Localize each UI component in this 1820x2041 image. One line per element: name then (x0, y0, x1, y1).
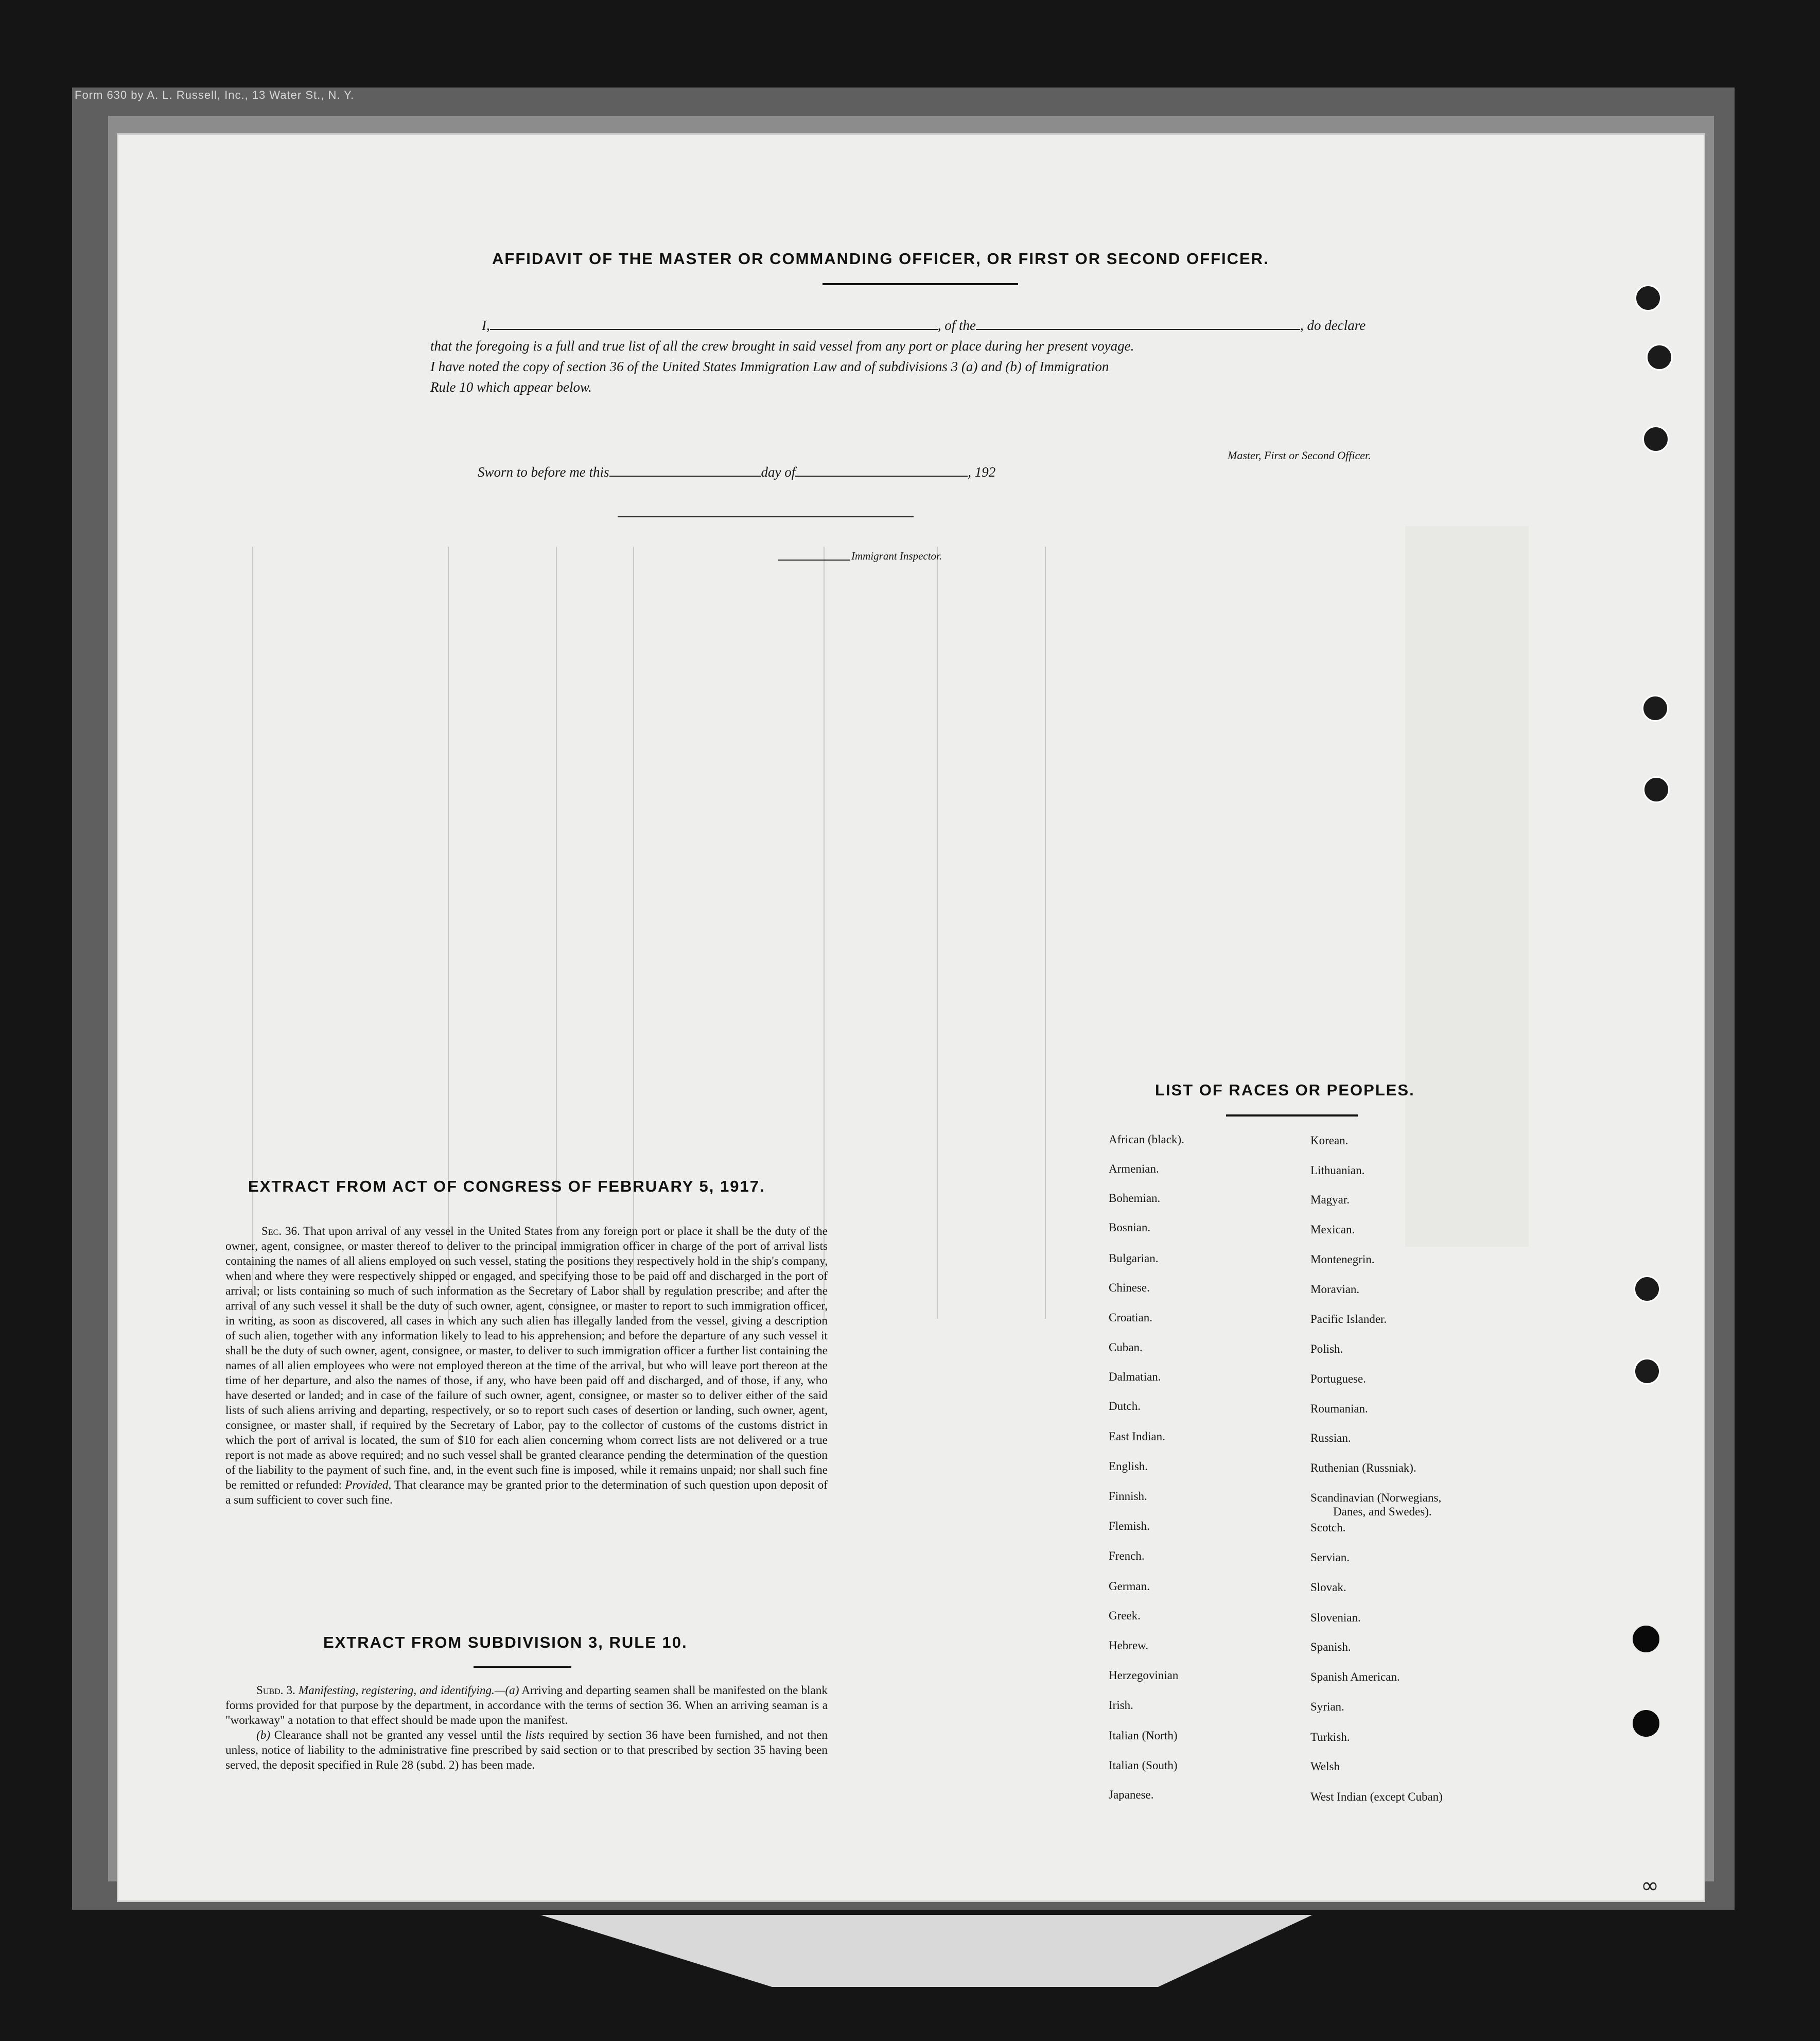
race-item: Slovenian. (1310, 1611, 1361, 1624)
inspector-short-line (778, 560, 850, 561)
extract-act-title: EXTRACT FROM ACT OF CONGRESS OF FEBRUARY 5, 1917. (248, 1177, 765, 1195)
subd-para-a: Arriving and departing seamen shall be manifested on the blank forms provided for that purpose by the department, in accordance with the terms of section 36. When an arriving seaman is a "workaway" a notation to that effect should be made upon the manifest. (225, 1684, 828, 1727)
bleed-column-line (1045, 547, 1046, 1319)
race-item: Pacific Islander. (1310, 1313, 1387, 1325)
race-item: English. (1109, 1460, 1148, 1473)
races-title: LIST OF RACES OR PEOPLES. (1155, 1081, 1415, 1099)
race-item: Bosnian. (1109, 1221, 1151, 1234)
race-item: Turkish. (1310, 1731, 1350, 1743)
punch-hole (1633, 1626, 1659, 1652)
extract-rule-text (225, 1683, 828, 1773)
race-item: Magyar. (1310, 1193, 1350, 1206)
signature-label: Master, First or Second Officer. (1228, 449, 1371, 462)
inspector-label: Immigrant Inspector. (851, 550, 942, 562)
bleed-column-line (824, 547, 825, 1319)
extract-rule-title-rule (474, 1666, 571, 1668)
affidavit-title: AFFIDAVIT OF THE MASTER OR COMMANDING OFFICER, OR FIRST OR SECOND OFFICER. (492, 250, 1269, 268)
affidavit-line-1 (430, 315, 1408, 336)
race-item: Welsh (1310, 1760, 1340, 1773)
race-item: Danes, and Swedes). (1333, 1505, 1432, 1518)
race-item: Bohemian. (1109, 1192, 1161, 1205)
race-item: Japanese. (1109, 1788, 1154, 1801)
punch-hole (1643, 776, 1670, 803)
subd-para-b-lists: lists (525, 1729, 545, 1742)
printer-credit: Form 630 by A. L. Russell, Inc., 13 Water St., N. Y. (75, 89, 355, 101)
proviso-word: Provided, (345, 1478, 392, 1492)
proviso-text: That clearance may be granted prior to the determination of such question upon deposit of a sum sufficient to cover such fine. (225, 1478, 828, 1507)
punch-hole (1642, 426, 1669, 452)
race-item: Russian. (1310, 1432, 1351, 1444)
punch-hole (1634, 1276, 1660, 1302)
race-item: German. (1109, 1580, 1150, 1593)
subd-heading: Manifesting, registering, and identifying.—(a) (298, 1684, 519, 1697)
race-item: Chinese. (1109, 1281, 1150, 1294)
subd-para-b-start: Clearance shall not be granted any vessel until the (274, 1729, 521, 1742)
affidavit-line-3: I have noted the copy of section 36 of the United States Immigration Law and of subdivisions 3 (a) and (b) of Immigration (430, 359, 1109, 374)
race-item: Irish. (1109, 1699, 1133, 1712)
affidavit-i: I, (482, 318, 490, 333)
punch-hole (1642, 695, 1669, 722)
race-item: Herzegovinian (1109, 1669, 1179, 1682)
punch-hole (1646, 344, 1673, 371)
race-item: East Indian. (1109, 1430, 1165, 1443)
race-item: Scandinavian (Norwegians, (1310, 1491, 1442, 1504)
bleed-column-line (937, 547, 938, 1319)
sworn-day-blank (609, 465, 761, 477)
race-item: Dalmatian. (1109, 1370, 1161, 1383)
race-item: Portuguese. (1310, 1372, 1366, 1385)
race-item: Italian (North) (1109, 1729, 1178, 1742)
sworn-day-of: day of (761, 464, 796, 480)
race-item: Bulgarian. (1109, 1252, 1159, 1265)
subd-b-label: (b) (256, 1729, 271, 1742)
bleed-column-line (556, 547, 557, 1319)
bleed-through-column (1405, 526, 1529, 1247)
bottom-flap (540, 1915, 1312, 1987)
races-title-rule (1226, 1114, 1358, 1117)
race-item: Servian. (1310, 1551, 1350, 1564)
inspector-signature-line (618, 516, 914, 517)
sworn-line (478, 464, 995, 480)
subdivision-b (225, 1728, 828, 1773)
subdivision-a (225, 1683, 828, 1728)
race-item: Cuban. (1109, 1341, 1143, 1354)
race-item: West Indian (except Cuban) (1310, 1790, 1443, 1803)
extract-rule-title: EXTRACT FROM SUBDIVISION 3, RULE 10. (323, 1633, 688, 1651)
affidavit-body (430, 315, 1408, 397)
race-item: Slovak. (1310, 1581, 1346, 1594)
race-item: Lithuanian. (1310, 1164, 1365, 1177)
race-item: Hebrew. (1109, 1639, 1149, 1652)
affidavit-of-the: , of the (937, 318, 976, 333)
race-item: Scotch. (1310, 1521, 1346, 1534)
race-item: French. (1109, 1549, 1145, 1562)
race-item: Dutch. (1109, 1400, 1141, 1412)
bleed-column-line (252, 547, 253, 1319)
bleed-column-line (633, 547, 634, 1319)
race-item: African (black). (1109, 1133, 1184, 1146)
affidavit-line-2: that the foregoing is a full and true list of all the crew brought in said vessel from any port or place during her present voyage. (430, 338, 1134, 354)
subd-para-b-end: required by section 36 have been furnished, and not then unless, notice of liability to the administrative fine prescribed by said section or to that prescribed by section 35 having been served, the deposit specified in Rule 28 (subd. 2) has been made. (225, 1729, 828, 1772)
race-item: Italian (South) (1109, 1759, 1178, 1772)
section-label: Sec. 36. (261, 1225, 300, 1238)
race-item: Ruthenian (Russniak). (1310, 1461, 1416, 1474)
race-item: Spanish American. (1310, 1670, 1400, 1683)
race-item: Armenian. (1109, 1162, 1159, 1175)
race-item: Flemish. (1109, 1520, 1150, 1532)
affidavit-declare: , do declare (1300, 318, 1366, 333)
subd-label: Subd. 3. (256, 1684, 295, 1697)
extract-act-text (225, 1224, 828, 1508)
section-36-text: That upon arrival of any vessel in the United States from any foreign port or place it shall be the duty of the owner, agent, consignee, or master thereof to deliver to the principal immigration officer in charge of the port of arrival lists containing the names of all aliens employed on such vessel, stating the positions they respectively hold in the ship's company, when and where they were respectively shipped or engaged, and specifying those to be paid off and discharged in the port of arrival; or lists containing so much of such information as the Secretary of Labor shall by regulation prescribe; and after the arrival of any such vessel it shall be the duty of such owner, agent, consignee, or master to report to such immigration officer, in writing, as soon as discovered, all cases in which any such alien has illegally landed from the vessel, giving a description of such alien, together with any information likely to lead to his apprehension; and before the departure of any such vessel it shall be the duty of such owner, agent, consignee, or master, to deliver to such immigration officer a further list containing the names of all alien employees who were not employed thereon at the time of the arrival, but who will leave port thereon at the time of her departure, and also the names of those, if any, who have been paid off and discharged, and of those, if any, who have deserted or landed; and in case of the failure of such owner, agent, consignee, or master so to deliver either of the said lists of such aliens arriving and departing, respectively, or so to report such cases of desertion or landing, such owner, agent, consignee, or master shall, if required by the Secretary of Labor, pay to the collector of customs of the customs district in which the port of arrival is located, the sum of $10 for each alien concerning whom correct lists are not delivered or a true report is not made as above required; and no such vessel shall be granted clearance pending the determination of the question of the liability to the payment of such fine, and, in the event such fine is imposed, while it remains unpaid; nor shall such fine be remitted or refunded: (225, 1225, 828, 1492)
race-item: Moravian. (1310, 1283, 1360, 1296)
punch-hole (1634, 1358, 1660, 1385)
race-item: Polish. (1310, 1342, 1343, 1355)
race-item: Finnish. (1109, 1490, 1147, 1503)
punch-hole (1635, 285, 1661, 311)
race-item: Montenegrin. (1310, 1253, 1375, 1266)
name-blank (490, 318, 938, 330)
race-item: Roumanian. (1310, 1402, 1368, 1415)
sworn-month-blank (795, 465, 968, 477)
affidavit-title-rule (822, 283, 1018, 285)
affidavit-line-4: Rule 10 which appear below. (430, 379, 592, 395)
corner-mark: ∞ (1641, 1873, 1659, 1898)
race-item: Croatian. (1109, 1311, 1152, 1324)
race-item: Korean. (1310, 1134, 1349, 1147)
bleed-column-line (448, 547, 449, 1319)
sworn-prefix: Sworn to before me this (478, 464, 609, 480)
race-item: Syrian. (1310, 1700, 1344, 1713)
punch-hole (1633, 1710, 1659, 1737)
race-item: Greek. (1109, 1609, 1141, 1622)
race-item: Spanish. (1310, 1641, 1351, 1653)
sworn-year: , 192 (968, 464, 996, 480)
race-item: Mexican. (1310, 1223, 1355, 1236)
vessel-blank (976, 318, 1300, 330)
